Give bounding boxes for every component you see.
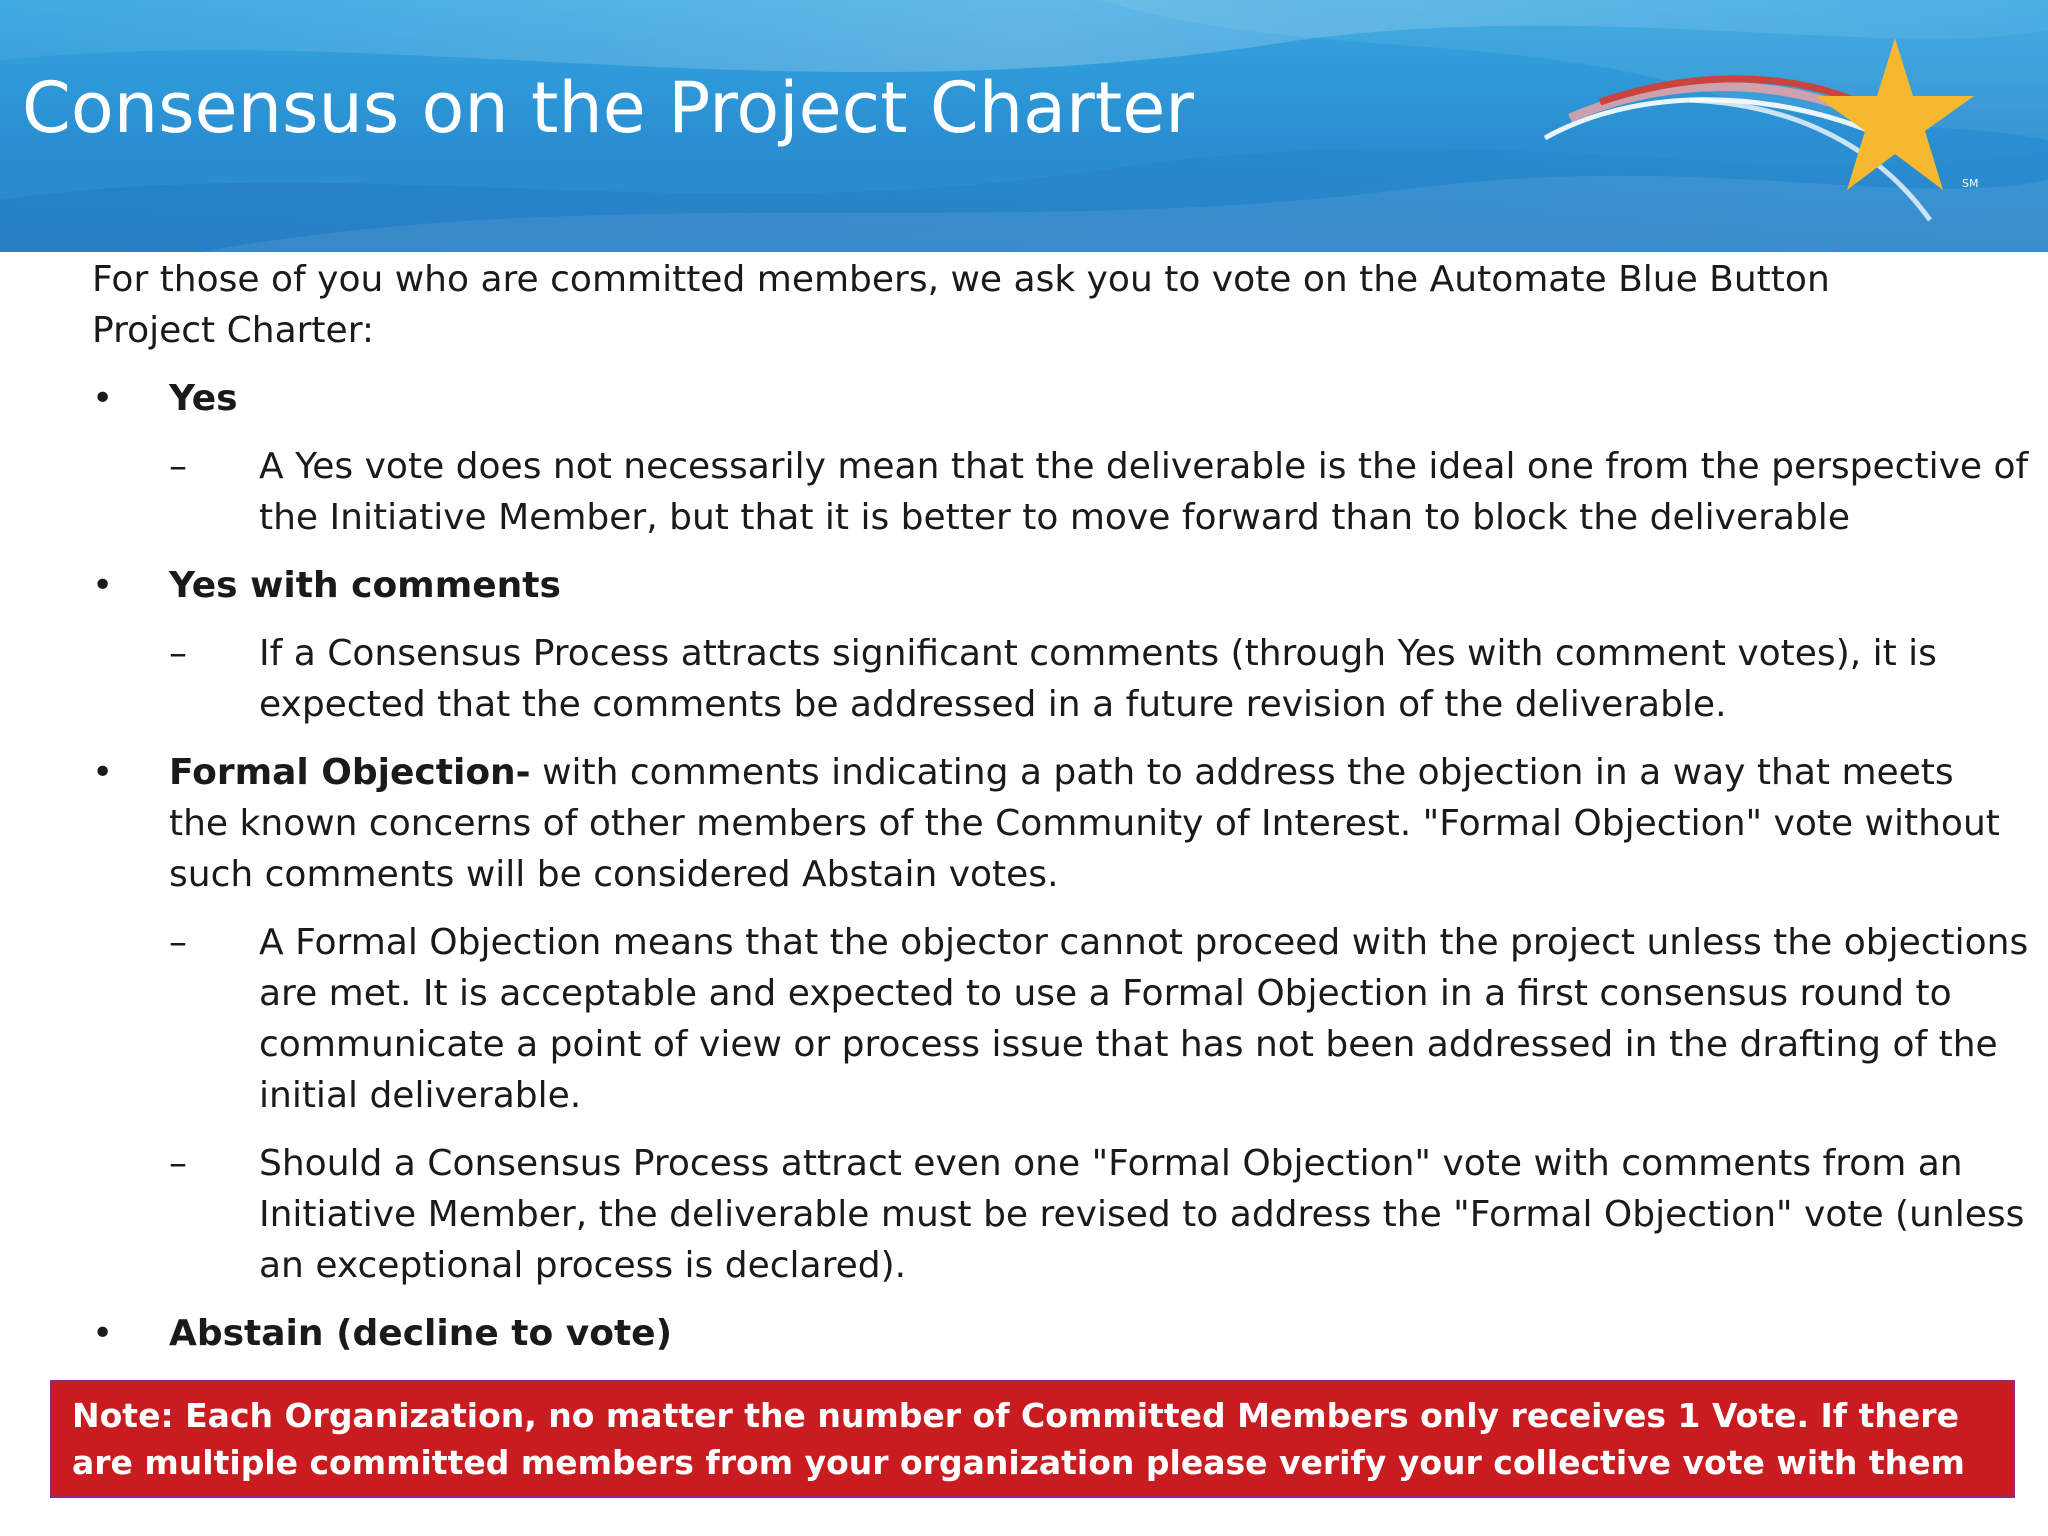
note-text: Note: Each Organization, no matter the number of Committed Members only receives 1 Vote. If there are multiple committed members from your organization please verify your collective vote with them (72, 1396, 1965, 1482)
option-term: Formal Objection- (169, 752, 531, 793)
list-item (92, 1308, 1992, 1359)
sub-point-text: Should a Consensus Process attract even one "Formal Objection" vote with comments from an Initiative Member, the deliverable must be revised to address the "Formal Objection" vote (unless an exceptional process is declared). (259, 1143, 2025, 1286)
header-banner (0, 0, 2048, 252)
dash-icon: – (169, 922, 187, 963)
sub-list (169, 917, 2029, 1291)
sub-list-item (169, 1138, 2039, 1291)
dash-icon: – (169, 446, 187, 487)
sub-list (169, 441, 2029, 543)
option-term: Yes with comments (169, 565, 561, 606)
option-description: with comments indicating a path to address the objection in a way that meets the known concerns of other members of the Community of Interest. "Formal Objection" vote without such comments will be considered Abstain votes. (169, 752, 2000, 895)
bullet-icon: • (92, 1313, 114, 1354)
list-item (92, 560, 1992, 730)
option-term: Abstain (decline to vote) (169, 1313, 673, 1354)
sub-point-text: A Formal Objection means that the objector cannot proceed with the project unless the objections are met. It is acceptable and expected to use a Formal Objection in a first consensus round to communicate a point of view or process issue that has not been addressed in the drafting of the initial deliverable. (259, 922, 2029, 1116)
dash-icon: – (169, 633, 187, 674)
note-banner (50, 1380, 2015, 1498)
slide-body (92, 254, 2029, 1376)
sub-list-item (169, 917, 2039, 1121)
list-item (92, 373, 2029, 543)
sub-list (169, 628, 1992, 730)
sub-list-item (169, 441, 2039, 543)
service-mark: SM (1962, 177, 1979, 190)
dash-icon: – (169, 1143, 187, 1184)
star-swoosh-logo (1540, 30, 2010, 230)
bullet-icon: • (92, 565, 114, 606)
slide-title: Consensus on the Project Charter (22, 67, 1195, 149)
list-item (92, 747, 2029, 1291)
sub-point-text: A Yes vote does not necessarily mean that the deliverable is the ideal one from the perspective of the Initiative Member, but that it is better to move forward than to block the deliverable (259, 446, 2029, 538)
intro-text: For those of you who are committed members, we ask you to vote on the Automate Blue Button Project Charter: (92, 259, 1830, 351)
bullet-icon: • (92, 378, 114, 419)
bullet-icon: • (92, 752, 114, 793)
vote-options-list (92, 373, 2029, 1359)
sub-point-text: If a Consensus Process attracts significant comments (through Yes with comment votes), it is expected that the comments be addressed in a future revision of the deliverable. (259, 633, 1937, 725)
sub-list-item (169, 628, 2039, 730)
option-term: Yes (169, 378, 238, 419)
